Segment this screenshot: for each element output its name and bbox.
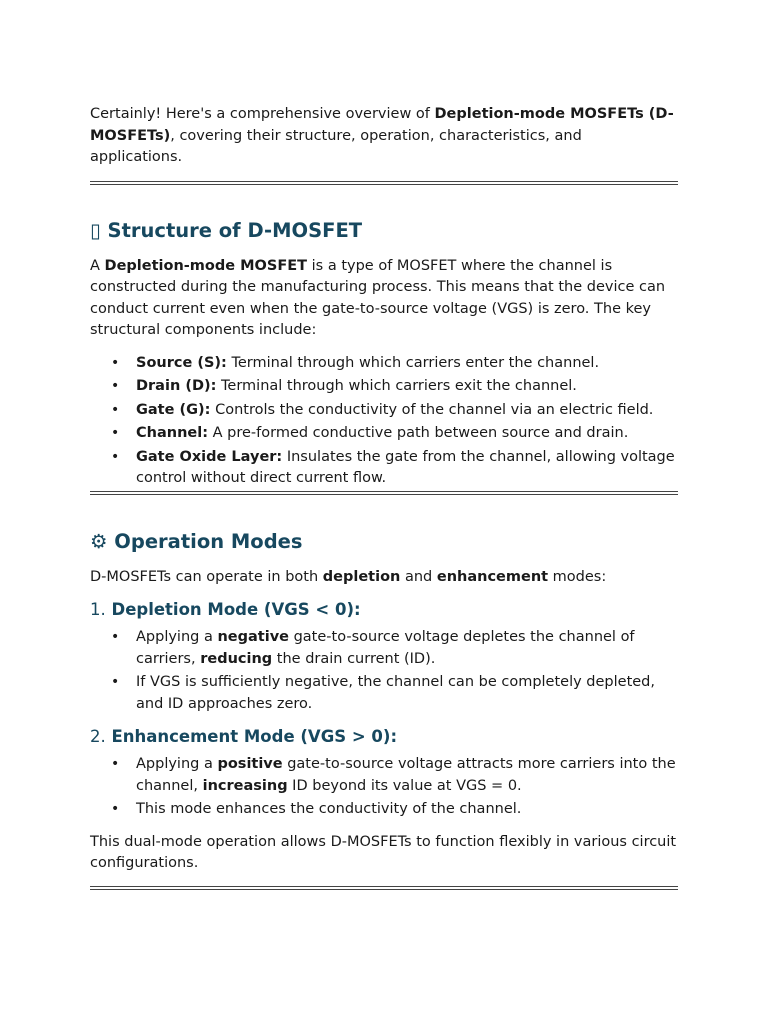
list-item: • If VGS is sufficiently negative, the channel can be completely depleted, and ID approaches zero.: [111, 674, 655, 712]
divider: [90, 181, 678, 185]
bullet-icon: •: [111, 401, 120, 418]
structure-list: [90, 353, 678, 490]
depletion-mode-heading: 1. Depletion Mode (VGS < 0):: [90, 600, 361, 619]
chip-icon: ▯: [90, 218, 101, 242]
bullet-icon: •: [111, 378, 120, 394]
bullet-icon: •: [111, 756, 120, 772]
bullet-icon: •: [111, 674, 120, 690]
document-body: [90, 104, 678, 890]
operation-heading: ⚙ Operation Modes: [90, 529, 303, 553]
list-item: • Gate Oxide Layer: Insulates the gate from the channel, allowing voltage control without direct current flow.: [111, 448, 675, 486]
list-item: • Source (S): Terminal through which carriers enter the channel.: [90, 353, 678, 375]
intro-paragraph: Certainly! Here's a comprehensive overview of Depletion-mode MOSFETs (D-MOSFETs), covering their structure, operation, characteristics, and applications.: [90, 106, 674, 165]
divider: [90, 491, 678, 495]
operation-intro: D-MOSFETs can operate in both depletion and enhancement modes:: [90, 568, 607, 585]
bullet-icon: •: [111, 801, 120, 817]
enhancement-list: [90, 754, 678, 821]
bullet-icon: •: [111, 629, 120, 645]
gear-icon: ⚙: [90, 529, 108, 553]
list-item: • This mode enhances the conductivity of the channel.: [90, 799, 678, 821]
depletion-list: [90, 627, 678, 715]
list-item: • Drain (D): Terminal through which carriers exit the channel.: [90, 376, 678, 398]
enhancement-mode-heading: 2. Enhancement Mode (VGS > 0):: [90, 727, 398, 746]
structure-heading: ▯ Structure of D-MOSFET: [90, 218, 363, 242]
structure-paragraph: A Depletion-mode MOSFET is a type of MOSFET where the channel is constructed during the manufacturing process. This means that the device can conduct current even when the gate-to-source voltage (VGS) is zero. The key structural components include:: [90, 257, 666, 338]
list-item: • Gate (G): Controls the conductivity of the channel via an electric field.: [90, 400, 678, 422]
bullet-icon: •: [111, 354, 120, 371]
closing-paragraph: This dual-mode operation allows D-MOSFETs to function flexibly in various circuit configurations.: [90, 833, 677, 871]
list-item: • Applying a negative gate-to-source voltage depletes the channel of carriers, reducing the drain current (ID).: [111, 629, 635, 667]
bullet-icon: •: [111, 448, 120, 465]
list-item: • Applying a positive gate-to-source voltage attracts more carriers into the channel, increasing ID beyond its value at VGS = 0.: [111, 756, 676, 794]
divider: [90, 886, 678, 890]
bullet-icon: •: [111, 425, 120, 441]
list-item: • Channel: A pre-formed conductive path between source and drain.: [90, 423, 678, 445]
